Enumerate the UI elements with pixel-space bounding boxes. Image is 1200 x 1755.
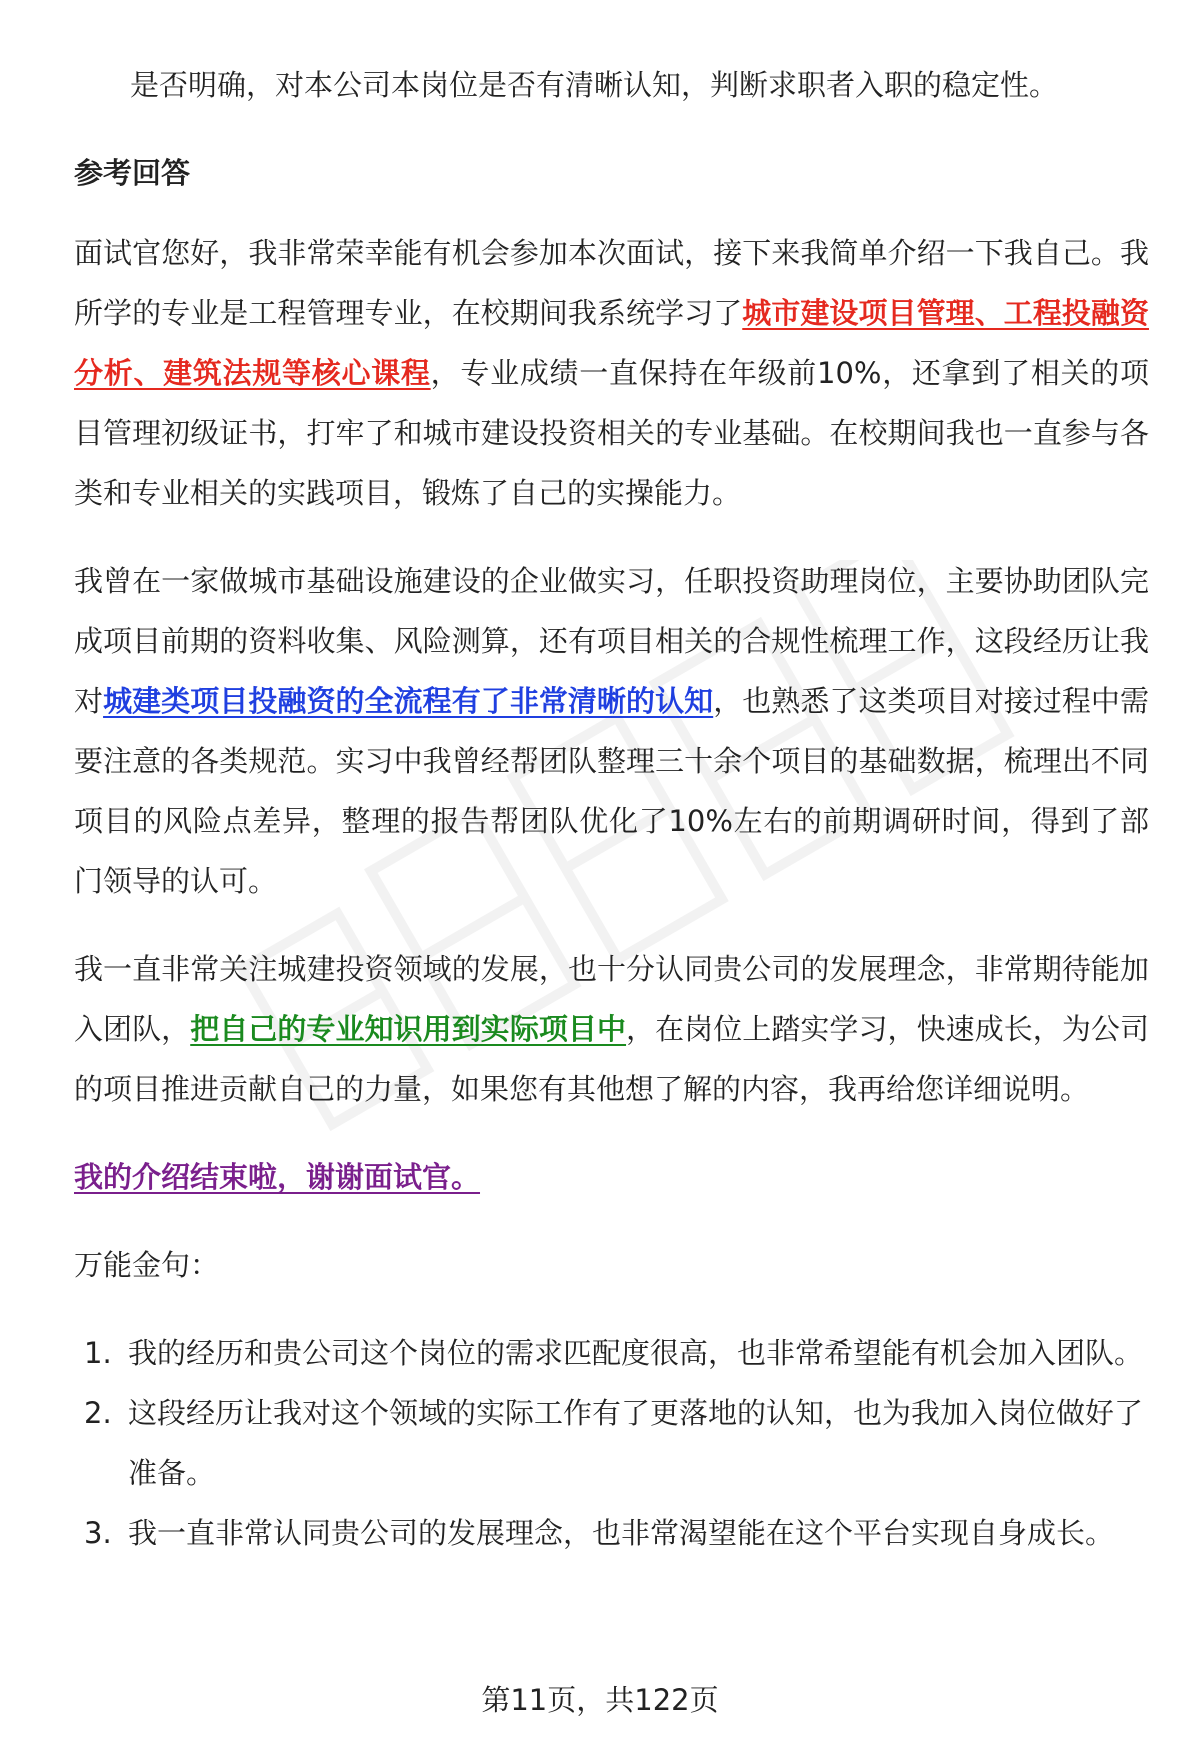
intro-line: 是否明确，对本公司本岗位是否有清晰认知，判断求职者入职的稳定性。	[130, 68, 1059, 102]
list-item-text: 我的经历和贵公司这个岗位的需求匹配度很高，也非常希望能有机会加入团队。	[128, 1336, 1144, 1370]
list-number: 3.	[84, 1516, 112, 1550]
list-item	[74, 1323, 1149, 1383]
list-item	[74, 1503, 1149, 1563]
page-number-footer: 第11页，共122页	[481, 1683, 719, 1717]
list-number: 1.	[84, 1336, 112, 1370]
list-number: 2.	[84, 1396, 112, 1430]
highlight-courses: 城市建设项目管理、工程投融资分析、建筑法规等核心课程	[74, 296, 1149, 390]
paragraph-text: 我一直非常关注城建投资领域的发展，也十分认同贵公司的发展理念，非常期待能加入团队，	[74, 952, 1149, 1046]
highlight-goal: 把自己的专业知识用到实际项目中	[190, 1012, 627, 1046]
paragraph-text: 我曾在一家做城市基础设施建设的企业做实习，任职投资助理岗位，主要协助团队完成项目前期的资料收集、风险测算，还有项目相关的合规性梳理工作，这段经历让我对	[74, 564, 1149, 718]
list-title: 万能金句：	[74, 1248, 220, 1282]
list-item	[74, 1383, 1149, 1503]
answer-paragraph-3	[74, 939, 1149, 1119]
phrase-list	[74, 1323, 1149, 1563]
section-heading: 参考回答	[74, 156, 191, 190]
paragraph-text: ，也熟悉了这类项目对接过程中需要注意的各类规范。实习中我曾经帮团队整理三十余个项目的基础数据，梳理出不同项目的风险点差异，整理的报告帮团队优化了10%左右的前期调研时间，得到了部门领导的认可。	[74, 684, 1149, 898]
highlight-internship: 城建类项目投融资的全流程有了非常清晰的认知	[103, 684, 714, 718]
answer-paragraph-2	[74, 551, 1149, 911]
answer-paragraph-1	[74, 223, 1149, 523]
paragraph-text: ，在岗位上踏实学习，快速成长，为公司的项目推进贡献自己的力量，如果您有其他想了解的内容，我再给您详细说明。	[74, 1012, 1149, 1106]
paragraph-text: ，专业成绩一直保持在年级前10%，还拿到了相关的项目管理初级证书，打牢了和城市建设投资相关的专业基础。在校期间我也一直参与各类和专业相关的实践项目，锻炼了自己的实操能力。	[74, 356, 1149, 510]
list-item-text: 这段经历让我对这个领域的实际工作有了更落地的认知，也为我加入岗位做好了准备。	[128, 1396, 1144, 1490]
list-item-text: 我一直非常认同贵公司的发展理念，也非常渴望能在这个平台实现自身成长。	[128, 1516, 1115, 1550]
document-body	[74, 55, 1149, 1563]
paragraph-text: 面试官您好，我非常荣幸能有机会参加本次面试，接下来我简单介绍一下我自己。我所学的专业是工程管理专业，在校期间我系统学习了	[74, 236, 1149, 330]
closing-line: 我的介绍结束啦，谢谢面试官。	[74, 1160, 481, 1194]
